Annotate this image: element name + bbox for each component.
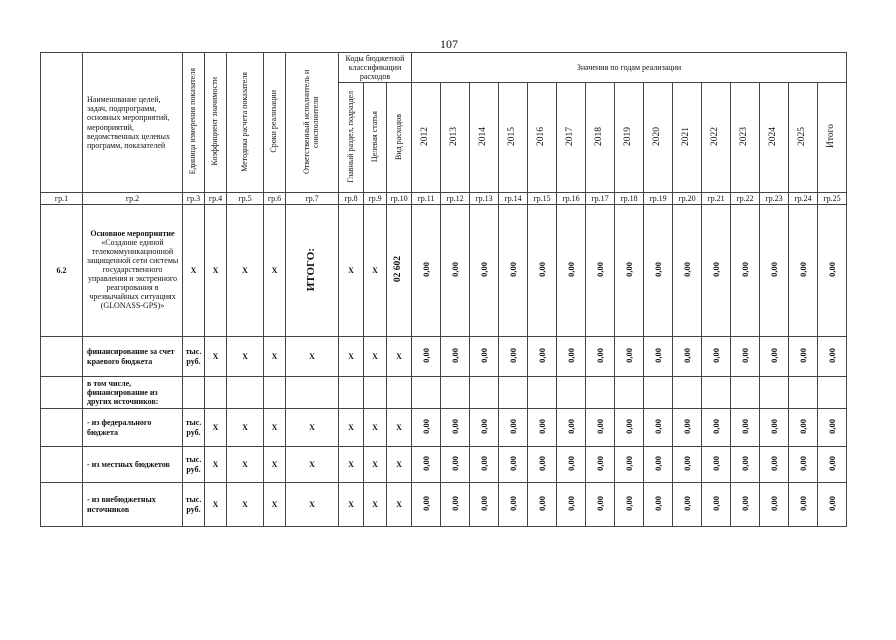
row-value-cell: 0,00	[586, 483, 615, 527]
row-value-cell: 0,00	[412, 483, 441, 527]
row-value-cell: 0,00	[470, 447, 499, 483]
row-value-cell: 0,00	[557, 409, 586, 447]
row-x-cell: X	[387, 337, 412, 377]
row-value-cell: 0,00	[673, 409, 702, 447]
row-x-cell: X	[364, 337, 387, 377]
empty-cell	[731, 377, 760, 409]
header-year-1: 2012	[412, 83, 441, 193]
empty-cell	[818, 377, 847, 409]
row-value-cell: 0,00	[499, 447, 528, 483]
column-number-6: гр.6	[264, 193, 286, 205]
row-value-cell: 0,00	[470, 409, 499, 447]
header-responsible: Ответственный исполнитель и соисполнители	[286, 53, 339, 193]
column-numbers-row	[41, 193, 847, 205]
empty-cell	[286, 377, 339, 409]
column-number-23: гр.23	[760, 193, 789, 205]
empty-cell	[205, 377, 227, 409]
row-x-cell: X	[264, 483, 286, 527]
row-value-cell: 0,00	[499, 483, 528, 527]
row-value-cell: 0,00	[789, 483, 818, 527]
row-value-cell: 0,00	[412, 447, 441, 483]
row-x-cell: X	[227, 483, 264, 527]
main-value-cell: 0,00	[586, 205, 615, 337]
row-value-cell: 0,00	[528, 447, 557, 483]
row-value-cell: 0,00	[644, 447, 673, 483]
empty-cell	[339, 377, 364, 409]
column-number-2: гр.2	[83, 193, 183, 205]
main-expense-type: 02 602	[387, 205, 412, 337]
row-value-cell: 0,00	[818, 409, 847, 447]
row-x-cell: X	[387, 409, 412, 447]
row-value-cell: 0,00	[441, 337, 470, 377]
empty-cell	[586, 377, 615, 409]
main-value-cell: 0,00	[528, 205, 557, 337]
header-year-10: 2021	[673, 83, 702, 193]
row-unit: тыс. руб.	[183, 337, 205, 377]
header-budget-codes: Коды бюджетной классификации расходов	[339, 53, 412, 83]
header-year-7: 2018	[586, 83, 615, 193]
header-year-6: 2017	[557, 83, 586, 193]
column-number-17: гр.17	[586, 193, 615, 205]
empty-cell	[528, 377, 557, 409]
column-number-22: гр.22	[731, 193, 760, 205]
row-x-cell: X	[286, 483, 339, 527]
row-value-cell: 0,00	[760, 483, 789, 527]
row-value-cell: 0,00	[818, 447, 847, 483]
row-value-cell: 0,00	[470, 337, 499, 377]
row-number-empty	[41, 409, 83, 447]
empty-cell	[387, 377, 412, 409]
row-value-cell: 0,00	[499, 337, 528, 377]
row-value-cell: 0,00	[615, 337, 644, 377]
row-value-cell: 0,00	[586, 337, 615, 377]
empty-cell	[644, 377, 673, 409]
row-x-cell: X	[227, 447, 264, 483]
header-num-cell	[41, 53, 83, 193]
row-x-cell: X	[264, 337, 286, 377]
column-number-20: гр.20	[673, 193, 702, 205]
main-row-desc: «Создание единой телекоммуникационной защищенной сети системы государственного управления и экстренного реагирования в чрезвычайных ситуациях (GLONASS-GPS)»	[86, 238, 179, 310]
main-row-description	[83, 205, 183, 337]
row-value-cell: 0,00	[644, 483, 673, 527]
column-number-18: гр.18	[615, 193, 644, 205]
row-unit: тыс. руб.	[183, 483, 205, 527]
header-year-9: 2020	[644, 83, 673, 193]
row-value-cell: 0,00	[528, 483, 557, 527]
main-unit: X	[183, 205, 205, 337]
column-number-5: гр.5	[227, 193, 264, 205]
header-terms: Сроки реализации	[264, 53, 286, 193]
row-value-cell: 0,00	[702, 409, 731, 447]
empty-cell	[227, 377, 264, 409]
row-x-cell: X	[205, 483, 227, 527]
empty-cell	[470, 377, 499, 409]
column-number-24: гр.24	[789, 193, 818, 205]
row-value-cell: 0,00	[702, 483, 731, 527]
row-label: в том числе, финансирование из других источников:	[83, 377, 183, 409]
header-values-by-year: Значения по годам реализации	[412, 53, 847, 83]
header-expense-type: Вид расходов	[387, 83, 412, 193]
column-number-16: гр.16	[557, 193, 586, 205]
empty-cell	[760, 377, 789, 409]
header-coef: Коэффициент значимости	[205, 53, 227, 193]
row-label: - из федерального бюджета	[83, 409, 183, 447]
header-year-4: 2015	[499, 83, 528, 193]
row-x-cell: X	[286, 409, 339, 447]
column-number-3: гр.3	[183, 193, 205, 205]
header-year-5: 2016	[528, 83, 557, 193]
row-unit: тыс. руб.	[183, 447, 205, 483]
empty-cell	[499, 377, 528, 409]
main-target-article: X	[364, 205, 387, 337]
column-number-1: гр.1	[41, 193, 83, 205]
row-label: - из внебюджетных источников	[83, 483, 183, 527]
row-value-cell: 0,00	[673, 483, 702, 527]
main-value-cell: 0,00	[441, 205, 470, 337]
header-main-section: Главный раздел, подраздел	[339, 83, 364, 193]
row-value-cell: 0,00	[760, 337, 789, 377]
main-terms: X	[264, 205, 286, 337]
header-year-8: 2019	[615, 83, 644, 193]
column-number-25: гр.25	[818, 193, 847, 205]
header-year-14: 2025	[789, 83, 818, 193]
row-value-cell: 0,00	[789, 447, 818, 483]
header-target-article: Целевая статья	[364, 83, 387, 193]
column-number-8: гр.8	[339, 193, 364, 205]
row-x-cell: X	[339, 337, 364, 377]
main-coef: X	[205, 205, 227, 337]
main-value-cell: 0,00	[557, 205, 586, 337]
row-x-cell: X	[339, 483, 364, 527]
table-row	[41, 483, 847, 527]
row-value-cell: 0,00	[644, 409, 673, 447]
row-x-cell: X	[364, 409, 387, 447]
header-year-15: Итого	[818, 83, 847, 193]
column-number-11: гр.11	[412, 193, 441, 205]
row-value-cell: 0,00	[760, 409, 789, 447]
row-x-cell: X	[264, 409, 286, 447]
row-x-cell: X	[205, 409, 227, 447]
table-row	[41, 409, 847, 447]
row-value-cell: 0,00	[673, 337, 702, 377]
row-x-cell: X	[205, 337, 227, 377]
row-value-cell: 0,00	[615, 409, 644, 447]
empty-cell	[702, 377, 731, 409]
header-year-12: 2023	[731, 83, 760, 193]
page-number: 107	[440, 37, 458, 51]
row-value-cell: 0,00	[818, 337, 847, 377]
column-number-9: гр.9	[364, 193, 387, 205]
row-x-cell: X	[286, 337, 339, 377]
row-value-cell: 0,00	[731, 483, 760, 527]
row-value-cell: 0,00	[702, 447, 731, 483]
table-row	[41, 337, 847, 377]
header-name: Наименование целей, задач, подпрограмм, основных мероприятий, мероприятий, ведомственных целевых программ, показателей	[83, 53, 183, 193]
row-value-cell: 0,00	[615, 447, 644, 483]
empty-cell	[789, 377, 818, 409]
main-value-cell: 0,00	[818, 205, 847, 337]
row-x-cell: X	[227, 337, 264, 377]
table-row	[41, 447, 847, 483]
row-value-cell: 0,00	[528, 337, 557, 377]
row-value-cell: 0,00	[731, 409, 760, 447]
column-number-15: гр.15	[528, 193, 557, 205]
main-value-cell: 0,00	[789, 205, 818, 337]
row-value-cell: 0,00	[441, 483, 470, 527]
empty-cell	[615, 377, 644, 409]
budget-table	[40, 52, 847, 527]
row-x-cell: X	[387, 447, 412, 483]
main-value-cell: 0,00	[412, 205, 441, 337]
row-label: финансирование за счет краевого бюджета	[83, 337, 183, 377]
row-value-cell: 0,00	[412, 337, 441, 377]
header-unit: Единица измерения показателя	[183, 53, 205, 193]
row-number-empty	[41, 337, 83, 377]
row-x-cell: X	[364, 483, 387, 527]
column-number-10: гр.10	[387, 193, 412, 205]
main-value-cell: 0,00	[644, 205, 673, 337]
empty-cell	[557, 377, 586, 409]
header-year-11: 2022	[702, 83, 731, 193]
column-number-14: гр.14	[499, 193, 528, 205]
row-number-empty	[41, 447, 83, 483]
row-value-cell: 0,00	[412, 409, 441, 447]
row-number: 6.2	[41, 205, 83, 337]
column-number-21: гр.21	[702, 193, 731, 205]
row-value-cell: 0,00	[499, 409, 528, 447]
row-value-cell: 0,00	[731, 337, 760, 377]
column-number-12: гр.12	[441, 193, 470, 205]
main-value-cell: 0,00	[615, 205, 644, 337]
main-value-cell: 0,00	[499, 205, 528, 337]
column-number-19: гр.19	[644, 193, 673, 205]
row-value-cell: 0,00	[441, 447, 470, 483]
row-value-cell: 0,00	[441, 409, 470, 447]
row-label: - из местных бюджетов	[83, 447, 183, 483]
row-x-cell: X	[227, 409, 264, 447]
main-value-cell: 0,00	[702, 205, 731, 337]
row-unit: тыс. руб.	[183, 409, 205, 447]
column-number-7: гр.7	[286, 193, 339, 205]
empty-cell	[412, 377, 441, 409]
main-section: X	[339, 205, 364, 337]
row-value-cell: 0,00	[702, 337, 731, 377]
row-x-cell: X	[339, 409, 364, 447]
row-x-cell: X	[264, 447, 286, 483]
main-value-cell: 0,00	[673, 205, 702, 337]
row-value-cell: 0,00	[673, 447, 702, 483]
main-value-cell: 0,00	[760, 205, 789, 337]
empty-cell	[183, 377, 205, 409]
empty-cell	[441, 377, 470, 409]
row-value-cell: 0,00	[644, 337, 673, 377]
header-method: Методика расчета показателя	[227, 53, 264, 193]
row-x-cell: X	[387, 483, 412, 527]
main-row	[41, 205, 847, 337]
row-number-empty	[41, 377, 83, 409]
row-value-cell: 0,00	[615, 483, 644, 527]
main-value-cell: 0,00	[470, 205, 499, 337]
row-value-cell: 0,00	[528, 409, 557, 447]
main-row-title: Основное мероприятие	[90, 229, 175, 239]
main-responsible: ИТОГО:	[286, 205, 339, 337]
column-number-13: гр.13	[470, 193, 499, 205]
row-x-cell: X	[286, 447, 339, 483]
row-value-cell: 0,00	[586, 409, 615, 447]
row-x-cell: X	[364, 447, 387, 483]
main-value-cell: 0,00	[731, 205, 760, 337]
main-method: X	[227, 205, 264, 337]
row-number-empty	[41, 483, 83, 527]
empty-cell	[364, 377, 387, 409]
header-year-2: 2013	[441, 83, 470, 193]
row-x-cell: X	[339, 447, 364, 483]
row-value-cell: 0,00	[789, 337, 818, 377]
row-value-cell: 0,00	[557, 337, 586, 377]
row-value-cell: 0,00	[470, 483, 499, 527]
empty-cell	[264, 377, 286, 409]
empty-cell	[673, 377, 702, 409]
row-value-cell: 0,00	[731, 447, 760, 483]
row-value-cell: 0,00	[586, 447, 615, 483]
header-year-3: 2014	[470, 83, 499, 193]
row-value-cell: 0,00	[818, 483, 847, 527]
table-row	[41, 377, 847, 409]
row-value-cell: 0,00	[760, 447, 789, 483]
row-value-cell: 0,00	[557, 447, 586, 483]
header-year-13: 2024	[760, 83, 789, 193]
row-x-cell: X	[205, 447, 227, 483]
column-number-4: гр.4	[205, 193, 227, 205]
row-value-cell: 0,00	[789, 409, 818, 447]
row-value-cell: 0,00	[557, 483, 586, 527]
